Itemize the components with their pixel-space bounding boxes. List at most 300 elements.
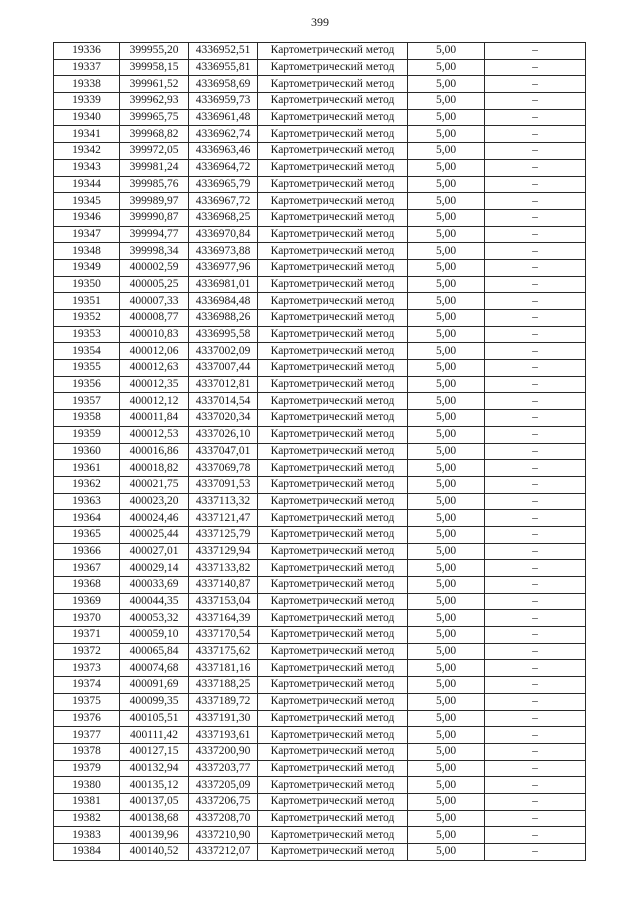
table-row	[54, 660, 586, 677]
y-coordinate-cell: 4336981,01	[189, 276, 258, 293]
dash-cell: –	[485, 810, 586, 827]
x-coordinate-cell: 400138,68	[120, 810, 189, 827]
table-row	[54, 360, 586, 377]
table-body	[54, 43, 586, 861]
accuracy-cell: 5,00	[408, 760, 485, 777]
accuracy-cell: 5,00	[408, 143, 485, 160]
y-coordinate-cell: 4336977,96	[189, 259, 258, 276]
x-coordinate-cell: 400007,33	[120, 293, 189, 310]
point-number-cell: 19355	[54, 360, 120, 377]
table-row	[54, 193, 586, 210]
method-cell: Картометрический метод	[258, 443, 408, 460]
point-number-cell: 19380	[54, 777, 120, 794]
y-coordinate-cell: 4337193,61	[189, 727, 258, 744]
accuracy-cell: 5,00	[408, 126, 485, 143]
x-coordinate-cell: 400132,94	[120, 760, 189, 777]
dash-cell: –	[485, 760, 586, 777]
table-row	[54, 276, 586, 293]
accuracy-cell: 5,00	[408, 593, 485, 610]
method-cell: Картометрический метод	[258, 410, 408, 427]
method-cell: Картометрический метод	[258, 93, 408, 110]
point-number-cell: 19353	[54, 326, 120, 343]
point-number-cell: 19348	[54, 243, 120, 260]
y-coordinate-cell: 4337012,81	[189, 376, 258, 393]
x-coordinate-cell: 399994,77	[120, 226, 189, 243]
accuracy-cell: 5,00	[408, 209, 485, 226]
table-row	[54, 310, 586, 327]
y-coordinate-cell: 4337129,94	[189, 543, 258, 560]
method-cell: Картометрический метод	[258, 810, 408, 827]
table-row	[54, 376, 586, 393]
point-number-cell: 19364	[54, 510, 120, 527]
page-number: 399	[311, 15, 329, 29]
table-row	[54, 293, 586, 310]
table-row	[54, 243, 586, 260]
method-cell: Картометрический метод	[258, 43, 408, 60]
dash-cell: –	[485, 693, 586, 710]
dash-cell: –	[485, 376, 586, 393]
point-number-cell: 19352	[54, 310, 120, 327]
x-coordinate-cell: 400012,06	[120, 343, 189, 360]
table-row	[54, 810, 586, 827]
x-coordinate-cell: 400029,14	[120, 560, 189, 577]
accuracy-cell: 5,00	[408, 844, 485, 861]
dash-cell: –	[485, 126, 586, 143]
point-number-cell: 19370	[54, 610, 120, 627]
point-number-cell: 19363	[54, 493, 120, 510]
x-coordinate-cell: 400099,35	[120, 693, 189, 710]
x-coordinate-cell: 400021,75	[120, 476, 189, 493]
dash-cell: –	[485, 560, 586, 577]
table-row	[54, 109, 586, 126]
method-cell: Картометрический метод	[258, 476, 408, 493]
point-number-cell: 19367	[54, 560, 120, 577]
point-number-cell: 19383	[54, 827, 120, 844]
accuracy-cell: 5,00	[408, 677, 485, 694]
table-row	[54, 343, 586, 360]
point-number-cell: 19381	[54, 793, 120, 810]
point-number-cell: 19343	[54, 159, 120, 176]
accuracy-cell: 5,00	[408, 259, 485, 276]
x-coordinate-cell: 400002,59	[120, 259, 189, 276]
point-number-cell: 19375	[54, 693, 120, 710]
x-coordinate-cell: 400025,44	[120, 526, 189, 543]
y-coordinate-cell: 4337203,77	[189, 760, 258, 777]
point-number-cell: 19379	[54, 760, 120, 777]
method-cell: Картометрический метод	[258, 460, 408, 477]
point-number-cell: 19377	[54, 727, 120, 744]
point-number-cell: 19342	[54, 143, 120, 160]
x-coordinate-cell: 399998,34	[120, 243, 189, 260]
table-row	[54, 577, 586, 594]
table-row	[54, 493, 586, 510]
x-coordinate-cell: 400012,35	[120, 376, 189, 393]
point-number-cell: 19347	[54, 226, 120, 243]
table-row	[54, 93, 586, 110]
table-row	[54, 226, 586, 243]
x-coordinate-cell: 400033,69	[120, 577, 189, 594]
x-coordinate-cell: 400059,10	[120, 627, 189, 644]
table-row	[54, 560, 586, 577]
method-cell: Картометрический метод	[258, 743, 408, 760]
x-coordinate-cell: 400074,68	[120, 660, 189, 677]
accuracy-cell: 5,00	[408, 193, 485, 210]
x-coordinate-cell: 399955,20	[120, 43, 189, 60]
accuracy-cell: 5,00	[408, 410, 485, 427]
y-coordinate-cell: 4337121,47	[189, 510, 258, 527]
x-coordinate-cell: 400137,05	[120, 793, 189, 810]
point-number-cell: 19359	[54, 426, 120, 443]
point-number-cell: 19345	[54, 193, 120, 210]
y-coordinate-cell: 4337140,87	[189, 577, 258, 594]
x-coordinate-cell: 400012,53	[120, 426, 189, 443]
method-cell: Картометрический метод	[258, 126, 408, 143]
dash-cell: –	[485, 476, 586, 493]
accuracy-cell: 5,00	[408, 810, 485, 827]
y-coordinate-cell: 4336962,74	[189, 126, 258, 143]
method-cell: Картометрический метод	[258, 143, 408, 160]
method-cell: Картометрический метод	[258, 693, 408, 710]
dash-cell: –	[485, 827, 586, 844]
accuracy-cell: 5,00	[408, 393, 485, 410]
dash-cell: –	[485, 209, 586, 226]
table-row	[54, 443, 586, 460]
dash-cell: –	[485, 410, 586, 427]
x-coordinate-cell: 399958,15	[120, 59, 189, 76]
accuracy-cell: 5,00	[408, 460, 485, 477]
accuracy-cell: 5,00	[408, 176, 485, 193]
y-coordinate-cell: 4337020,34	[189, 410, 258, 427]
accuracy-cell: 5,00	[408, 159, 485, 176]
accuracy-cell: 5,00	[408, 793, 485, 810]
y-coordinate-cell: 4337047,01	[189, 443, 258, 460]
method-cell: Картометрический метод	[258, 109, 408, 126]
x-coordinate-cell: 400065,84	[120, 643, 189, 660]
x-coordinate-cell: 399985,76	[120, 176, 189, 193]
table-row	[54, 610, 586, 627]
method-cell: Картометрический метод	[258, 627, 408, 644]
point-number-cell: 19371	[54, 627, 120, 644]
point-number-cell: 19339	[54, 93, 120, 110]
dash-cell: –	[485, 593, 586, 610]
table-row	[54, 326, 586, 343]
y-coordinate-cell: 4337175,62	[189, 643, 258, 660]
y-coordinate-cell: 4337014,54	[189, 393, 258, 410]
method-cell: Картометрический метод	[258, 643, 408, 660]
table-row	[54, 159, 586, 176]
x-coordinate-cell: 399981,24	[120, 159, 189, 176]
x-coordinate-cell: 400018,82	[120, 460, 189, 477]
method-cell: Картометрический метод	[258, 577, 408, 594]
table-row	[54, 393, 586, 410]
dash-cell: –	[485, 243, 586, 260]
y-coordinate-cell: 4336995,58	[189, 326, 258, 343]
dash-cell: –	[485, 443, 586, 460]
x-coordinate-cell: 400105,51	[120, 710, 189, 727]
method-cell: Картометрический метод	[258, 276, 408, 293]
method-cell: Картометрический метод	[258, 526, 408, 543]
accuracy-cell: 5,00	[408, 827, 485, 844]
dash-cell: –	[485, 276, 586, 293]
y-coordinate-cell: 4337170,54	[189, 627, 258, 644]
method-cell: Картометрический метод	[258, 793, 408, 810]
accuracy-cell: 5,00	[408, 376, 485, 393]
accuracy-cell: 5,00	[408, 777, 485, 794]
y-coordinate-cell: 4337212,07	[189, 844, 258, 861]
y-coordinate-cell: 4336955,81	[189, 59, 258, 76]
table-row	[54, 460, 586, 477]
x-coordinate-cell: 400091,69	[120, 677, 189, 694]
dash-cell: –	[485, 510, 586, 527]
x-coordinate-cell: 400024,46	[120, 510, 189, 527]
y-coordinate-cell: 4336959,73	[189, 93, 258, 110]
method-cell: Картометрический метод	[258, 360, 408, 377]
table-row	[54, 844, 586, 861]
accuracy-cell: 5,00	[408, 526, 485, 543]
accuracy-cell: 5,00	[408, 643, 485, 660]
accuracy-cell: 5,00	[408, 610, 485, 627]
x-coordinate-cell: 399968,82	[120, 126, 189, 143]
x-coordinate-cell: 400008,77	[120, 310, 189, 327]
point-number-cell: 19373	[54, 660, 120, 677]
dash-cell: –	[485, 610, 586, 627]
dash-cell: –	[485, 743, 586, 760]
point-number-cell: 19354	[54, 343, 120, 360]
x-coordinate-cell: 400135,12	[120, 777, 189, 794]
accuracy-cell: 5,00	[408, 443, 485, 460]
x-coordinate-cell: 400005,25	[120, 276, 189, 293]
point-number-cell: 19384	[54, 844, 120, 861]
table-row	[54, 710, 586, 727]
dash-cell: –	[485, 93, 586, 110]
y-coordinate-cell: 4337164,39	[189, 610, 258, 627]
point-number-cell: 19344	[54, 176, 120, 193]
dash-cell: –	[485, 844, 586, 861]
x-coordinate-cell: 400010,83	[120, 326, 189, 343]
method-cell: Картометрический метод	[258, 543, 408, 560]
point-number-cell: 19365	[54, 526, 120, 543]
dash-cell: –	[485, 543, 586, 560]
y-coordinate-cell: 4336984,48	[189, 293, 258, 310]
coordinates-table	[53, 42, 586, 861]
table-row	[54, 510, 586, 527]
dash-cell: –	[485, 59, 586, 76]
accuracy-cell: 5,00	[408, 426, 485, 443]
x-coordinate-cell: 399972,05	[120, 143, 189, 160]
table-row	[54, 760, 586, 777]
point-number-cell: 19346	[54, 209, 120, 226]
method-cell: Картометрический метод	[258, 343, 408, 360]
accuracy-cell: 5,00	[408, 276, 485, 293]
dash-cell: –	[485, 660, 586, 677]
y-coordinate-cell: 4337113,32	[189, 493, 258, 510]
y-coordinate-cell: 4337210,90	[189, 827, 258, 844]
x-coordinate-cell: 400012,12	[120, 393, 189, 410]
dash-cell: –	[485, 793, 586, 810]
point-number-cell: 19376	[54, 710, 120, 727]
accuracy-cell: 5,00	[408, 93, 485, 110]
point-number-cell: 19369	[54, 593, 120, 610]
y-coordinate-cell: 4336973,88	[189, 243, 258, 260]
x-coordinate-cell: 399961,52	[120, 76, 189, 93]
point-number-cell: 19362	[54, 476, 120, 493]
accuracy-cell: 5,00	[408, 560, 485, 577]
accuracy-cell: 5,00	[408, 577, 485, 594]
dash-cell: –	[485, 627, 586, 644]
x-coordinate-cell: 399965,75	[120, 109, 189, 126]
table-row	[54, 743, 586, 760]
table-row	[54, 476, 586, 493]
accuracy-cell: 5,00	[408, 243, 485, 260]
dash-cell: –	[485, 710, 586, 727]
method-cell: Картометрический метод	[258, 209, 408, 226]
dash-cell: –	[485, 643, 586, 660]
point-number-cell: 19372	[54, 643, 120, 660]
accuracy-cell: 5,00	[408, 109, 485, 126]
dash-cell: –	[485, 76, 586, 93]
y-coordinate-cell: 4337181,16	[189, 660, 258, 677]
accuracy-cell: 5,00	[408, 727, 485, 744]
point-number-cell: 19338	[54, 76, 120, 93]
method-cell: Картометрический метод	[258, 326, 408, 343]
y-coordinate-cell: 4337191,30	[189, 710, 258, 727]
table-row	[54, 209, 586, 226]
y-coordinate-cell: 4336967,72	[189, 193, 258, 210]
dash-cell: –	[485, 460, 586, 477]
table-row	[54, 426, 586, 443]
table-row	[54, 727, 586, 744]
y-coordinate-cell: 4336970,84	[189, 226, 258, 243]
x-coordinate-cell: 400127,15	[120, 743, 189, 760]
dash-cell: –	[485, 493, 586, 510]
table-row	[54, 677, 586, 694]
method-cell: Картометрический метод	[258, 176, 408, 193]
accuracy-cell: 5,00	[408, 76, 485, 93]
y-coordinate-cell: 4337206,75	[189, 793, 258, 810]
table-row	[54, 543, 586, 560]
table-row	[54, 593, 586, 610]
point-number-cell: 19336	[54, 43, 120, 60]
accuracy-cell: 5,00	[408, 710, 485, 727]
point-number-cell: 19361	[54, 460, 120, 477]
y-coordinate-cell: 4337189,72	[189, 693, 258, 710]
accuracy-cell: 5,00	[408, 627, 485, 644]
accuracy-cell: 5,00	[408, 543, 485, 560]
point-number-cell: 19349	[54, 259, 120, 276]
method-cell: Картометрический метод	[258, 243, 408, 260]
dash-cell: –	[485, 360, 586, 377]
y-coordinate-cell: 4337026,10	[189, 426, 258, 443]
x-coordinate-cell: 400012,63	[120, 360, 189, 377]
accuracy-cell: 5,00	[408, 493, 485, 510]
method-cell: Картометрический метод	[258, 226, 408, 243]
method-cell: Картометрический метод	[258, 293, 408, 310]
table-row	[54, 827, 586, 844]
y-coordinate-cell: 4336988,26	[189, 310, 258, 327]
x-coordinate-cell: 400053,32	[120, 610, 189, 627]
table-row	[54, 627, 586, 644]
dash-cell: –	[485, 426, 586, 443]
table-row	[54, 793, 586, 810]
x-coordinate-cell: 400023,20	[120, 493, 189, 510]
y-coordinate-cell: 4337091,53	[189, 476, 258, 493]
method-cell: Картометрический метод	[258, 159, 408, 176]
dash-cell: –	[485, 43, 586, 60]
y-coordinate-cell: 4336963,46	[189, 143, 258, 160]
y-coordinate-cell: 4336961,48	[189, 109, 258, 126]
method-cell: Картометрический метод	[258, 727, 408, 744]
dash-cell: –	[485, 193, 586, 210]
table-row	[54, 76, 586, 93]
dash-cell: –	[485, 259, 586, 276]
accuracy-cell: 5,00	[408, 743, 485, 760]
method-cell: Картометрический метод	[258, 193, 408, 210]
table-row	[54, 777, 586, 794]
dash-cell: –	[485, 393, 586, 410]
point-number-cell: 19378	[54, 743, 120, 760]
y-coordinate-cell: 4337002,09	[189, 343, 258, 360]
y-coordinate-cell: 4337125,79	[189, 526, 258, 543]
table-row	[54, 126, 586, 143]
dash-cell: –	[485, 777, 586, 794]
dash-cell: –	[485, 176, 586, 193]
x-coordinate-cell: 400044,35	[120, 593, 189, 610]
dash-cell: –	[485, 727, 586, 744]
table-row	[54, 526, 586, 543]
y-coordinate-cell: 4336952,51	[189, 43, 258, 60]
table-row	[54, 59, 586, 76]
point-number-cell: 19366	[54, 543, 120, 560]
point-number-cell: 19340	[54, 109, 120, 126]
table-row	[54, 143, 586, 160]
accuracy-cell: 5,00	[408, 476, 485, 493]
x-coordinate-cell: 400140,52	[120, 844, 189, 861]
method-cell: Картометрический метод	[258, 827, 408, 844]
x-coordinate-cell: 400139,96	[120, 827, 189, 844]
table-row	[54, 259, 586, 276]
dash-cell: –	[485, 310, 586, 327]
point-number-cell: 19374	[54, 677, 120, 694]
method-cell: Картометрический метод	[258, 376, 408, 393]
method-cell: Картометрический метод	[258, 660, 408, 677]
dash-cell: –	[485, 109, 586, 126]
method-cell: Картометрический метод	[258, 493, 408, 510]
accuracy-cell: 5,00	[408, 510, 485, 527]
dash-cell: –	[485, 526, 586, 543]
y-coordinate-cell: 4337133,82	[189, 560, 258, 577]
dash-cell: –	[485, 143, 586, 160]
y-coordinate-cell: 4336968,25	[189, 209, 258, 226]
point-number-cell: 19368	[54, 577, 120, 594]
point-number-cell: 19356	[54, 376, 120, 393]
accuracy-cell: 5,00	[408, 660, 485, 677]
y-coordinate-cell: 4337007,44	[189, 360, 258, 377]
y-coordinate-cell: 4336965,79	[189, 176, 258, 193]
y-coordinate-cell: 4337069,78	[189, 460, 258, 477]
point-number-cell: 19360	[54, 443, 120, 460]
table-row	[54, 643, 586, 660]
dash-cell: –	[485, 159, 586, 176]
method-cell: Картометрический метод	[258, 393, 408, 410]
table-row	[54, 176, 586, 193]
method-cell: Картометрический метод	[258, 76, 408, 93]
method-cell: Картометрический метод	[258, 593, 408, 610]
table-row	[54, 693, 586, 710]
method-cell: Картометрический метод	[258, 510, 408, 527]
accuracy-cell: 5,00	[408, 43, 485, 60]
accuracy-cell: 5,00	[408, 293, 485, 310]
dash-cell: –	[485, 226, 586, 243]
